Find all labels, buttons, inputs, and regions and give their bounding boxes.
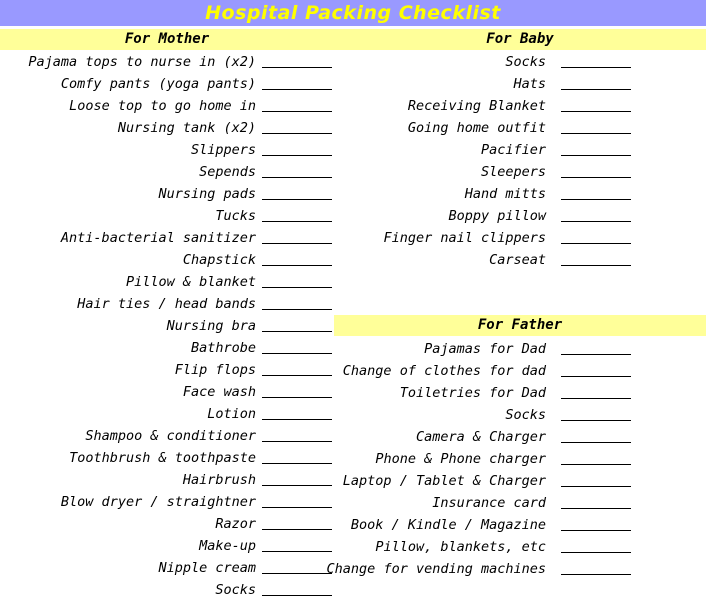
checklist-row — [334, 95, 546, 117]
checklist-item-label: Lotion — [207, 406, 256, 422]
checkbox-blank-line[interactable] — [561, 133, 631, 134]
checklist-item-label: Pillow, blankets, etc — [375, 539, 546, 555]
checklist-item-label: Slippers — [190, 142, 256, 158]
checklist-item-label: Loose top to go home in — [69, 98, 256, 114]
checklist-row — [0, 469, 256, 491]
section-heading-baby: For Baby — [334, 29, 706, 50]
checklist-row — [334, 470, 546, 492]
checklist-row — [334, 338, 546, 360]
checkbox-blank-line[interactable] — [561, 243, 631, 244]
checklist-row — [0, 513, 256, 535]
checkbox-blank-line[interactable] — [262, 507, 332, 508]
checklist-row — [0, 249, 256, 271]
checklist-item-label: Toiletries for Dad — [399, 385, 546, 401]
checklist-item-label: Nursing tank (x2) — [117, 120, 256, 136]
checklist-row — [0, 293, 256, 315]
checklist-row — [0, 447, 256, 469]
checklist-item-label: Tucks — [215, 208, 256, 224]
checkbox-blank-line[interactable] — [262, 309, 332, 310]
checklist-row — [0, 139, 256, 161]
checklist-item-label: Anti-bacterial sanitizer — [60, 230, 256, 246]
checklist-item-label: Blow dryer / straightner — [60, 494, 256, 510]
checklist-item-label: Flip flops — [174, 362, 256, 378]
mother-checklist — [0, 51, 256, 601]
checkbox-blank-line[interactable] — [262, 595, 332, 596]
checkbox-blank-line[interactable] — [561, 155, 631, 156]
checklist-item-label: Pajamas for Dad — [424, 341, 546, 357]
checklist-row — [0, 161, 256, 183]
checkbox-blank-line[interactable] — [262, 199, 332, 200]
checklist-row — [0, 227, 256, 249]
checklist-row — [0, 557, 256, 579]
checkbox-blank-line[interactable] — [262, 177, 332, 178]
checklist-item-label: Socks — [505, 407, 546, 423]
checklist-item-label: Laptop / Tablet & Charger — [342, 473, 546, 489]
checkbox-blank-line[interactable] — [262, 221, 332, 222]
checklist-row — [0, 205, 256, 227]
checklist-item-label: Phone & Phone charger — [375, 451, 546, 467]
checklist-item-label: Hairbrush — [182, 472, 256, 488]
checkbox-blank-line[interactable] — [262, 331, 332, 332]
checklist-item-label: Bathrobe — [190, 340, 256, 356]
checkbox-blank-line[interactable] — [561, 574, 631, 575]
checklist-row — [334, 73, 546, 95]
checklist-row — [334, 227, 546, 249]
checklist-item-label: Socks — [505, 54, 546, 70]
checkbox-blank-line[interactable] — [262, 441, 332, 442]
checkbox-blank-line[interactable] — [561, 354, 631, 355]
checklist-row — [334, 249, 546, 271]
checklist-item-label: Hats — [513, 76, 546, 92]
checklist-row — [334, 360, 546, 382]
checklist-row — [0, 403, 256, 425]
checklist-item-label: Pajama tops to nurse in (x2) — [28, 54, 256, 70]
checklist-row — [0, 579, 256, 601]
checklist-row — [0, 425, 256, 447]
checkbox-blank-line[interactable] — [262, 353, 332, 354]
checklist-row — [334, 139, 546, 161]
checkbox-blank-line[interactable] — [262, 375, 332, 376]
section-heading-mother: For Mother — [0, 29, 334, 50]
checklist-item-label: Sepends — [199, 164, 256, 180]
checkbox-blank-line[interactable] — [561, 508, 631, 509]
checklist-item-label: Comfy pants (yoga pants) — [60, 76, 256, 92]
checklist-item-label: Nursing pads — [158, 186, 256, 202]
checklist-item-label: Receiving Blanket — [407, 98, 546, 114]
checkbox-blank-line[interactable] — [262, 573, 332, 574]
checklist-row — [0, 359, 256, 381]
checklist-row — [334, 382, 546, 404]
checkbox-blank-line[interactable] — [262, 529, 332, 530]
checklist-row — [334, 117, 546, 139]
checkbox-blank-line[interactable] — [561, 420, 631, 421]
checklist-row — [334, 404, 546, 426]
checklist-row — [0, 491, 256, 513]
checkbox-blank-line[interactable] — [561, 376, 631, 377]
checklist-item-label: Change of clothes for dad — [342, 363, 546, 379]
checklist-item-label: Carseat — [489, 252, 546, 268]
checkbox-blank-line[interactable] — [262, 287, 332, 288]
checklist-item-label: Camera & Charger — [415, 429, 546, 445]
checklist-item-label: Nursing bra — [166, 318, 256, 334]
section-heading-father: For Father — [334, 315, 706, 336]
checklist-item-label: Razor — [215, 516, 256, 532]
checkbox-blank-line[interactable] — [262, 265, 332, 266]
checkbox-blank-line[interactable] — [561, 552, 631, 553]
checkbox-blank-line[interactable] — [262, 419, 332, 420]
checklist-row — [0, 535, 256, 557]
checkbox-blank-line[interactable] — [262, 397, 332, 398]
father-checklist — [326, 338, 546, 580]
checkbox-blank-line[interactable] — [561, 67, 631, 68]
checkbox-blank-line[interactable] — [262, 485, 332, 486]
checkbox-blank-line[interactable] — [561, 89, 631, 90]
checklist-row — [0, 95, 256, 117]
checkbox-blank-line[interactable] — [262, 67, 332, 68]
checklist-row — [0, 381, 256, 403]
checklist-row — [326, 558, 546, 580]
checklist-row — [334, 492, 546, 514]
checkbox-blank-line[interactable] — [262, 133, 332, 134]
checkbox-blank-line[interactable] — [561, 177, 631, 178]
checklist-item-label: Make-up — [199, 538, 256, 554]
checklist-row — [0, 271, 256, 293]
checkbox-blank-line[interactable] — [262, 551, 332, 552]
checklist-item-label: Finger nail clippers — [383, 230, 546, 246]
checklist-row — [0, 51, 256, 73]
checkbox-blank-line[interactable] — [561, 442, 631, 443]
checklist-item-label: Pillow & blanket — [125, 274, 256, 290]
checklist-row — [334, 205, 546, 227]
checklist-item-label: Hair ties / head bands — [77, 296, 256, 312]
checkbox-blank-line[interactable] — [262, 155, 332, 156]
checklist-item-label: Face wash — [182, 384, 256, 400]
checklist-row — [334, 183, 546, 205]
checklist-row — [334, 426, 546, 448]
checklist-item-label: Chapstick — [182, 252, 256, 268]
checklist-item-label: Hand mitts — [464, 186, 546, 202]
checkbox-blank-line[interactable] — [262, 89, 332, 90]
checklist-item-label: Change for vending machines — [326, 561, 546, 577]
checklist-item-label: Boppy pillow — [448, 208, 546, 224]
checklist-item-label: Sleepers — [480, 164, 546, 180]
checklist-row — [334, 161, 546, 183]
checkbox-blank-line[interactable] — [561, 486, 631, 487]
checklist-row — [334, 536, 546, 558]
checklist-row — [0, 117, 256, 139]
checkbox-blank-line[interactable] — [262, 243, 332, 244]
checklist-row — [334, 514, 546, 536]
checklist-row — [0, 73, 256, 95]
title-bar — [0, 0, 706, 26]
checkbox-blank-line[interactable] — [561, 199, 631, 200]
baby-checklist — [334, 51, 546, 271]
checkbox-blank-line[interactable] — [262, 463, 332, 464]
checklist-item-label: Book / Kindle / Magazine — [350, 517, 546, 533]
checklist-item-label: Socks — [215, 582, 256, 598]
checklist-row — [334, 448, 546, 470]
checklist-item-label: Toothbrush & toothpaste — [69, 450, 256, 466]
checkbox-blank-line[interactable] — [561, 111, 631, 112]
checkbox-blank-line[interactable] — [561, 265, 631, 266]
checkbox-blank-line[interactable] — [561, 398, 631, 399]
checklist-row — [0, 315, 256, 337]
checklist-row — [334, 51, 546, 73]
checklist-item-label: Shampoo & conditioner — [85, 428, 256, 444]
checklist-item-label: Pacifier — [480, 142, 546, 158]
checklist-row — [0, 337, 256, 359]
checkbox-blank-line[interactable] — [262, 111, 332, 112]
checklist-item-label: Nipple cream — [158, 560, 256, 576]
checkbox-blank-line[interactable] — [561, 464, 631, 465]
checklist-item-label: Insurance card — [432, 495, 546, 511]
checklist-item-label: Going home outfit — [407, 120, 546, 136]
checkbox-blank-line[interactable] — [561, 221, 631, 222]
page-title: Hospital Packing Checklist — [205, 2, 501, 24]
checklist-row — [0, 183, 256, 205]
checkbox-blank-line[interactable] — [561, 530, 631, 531]
